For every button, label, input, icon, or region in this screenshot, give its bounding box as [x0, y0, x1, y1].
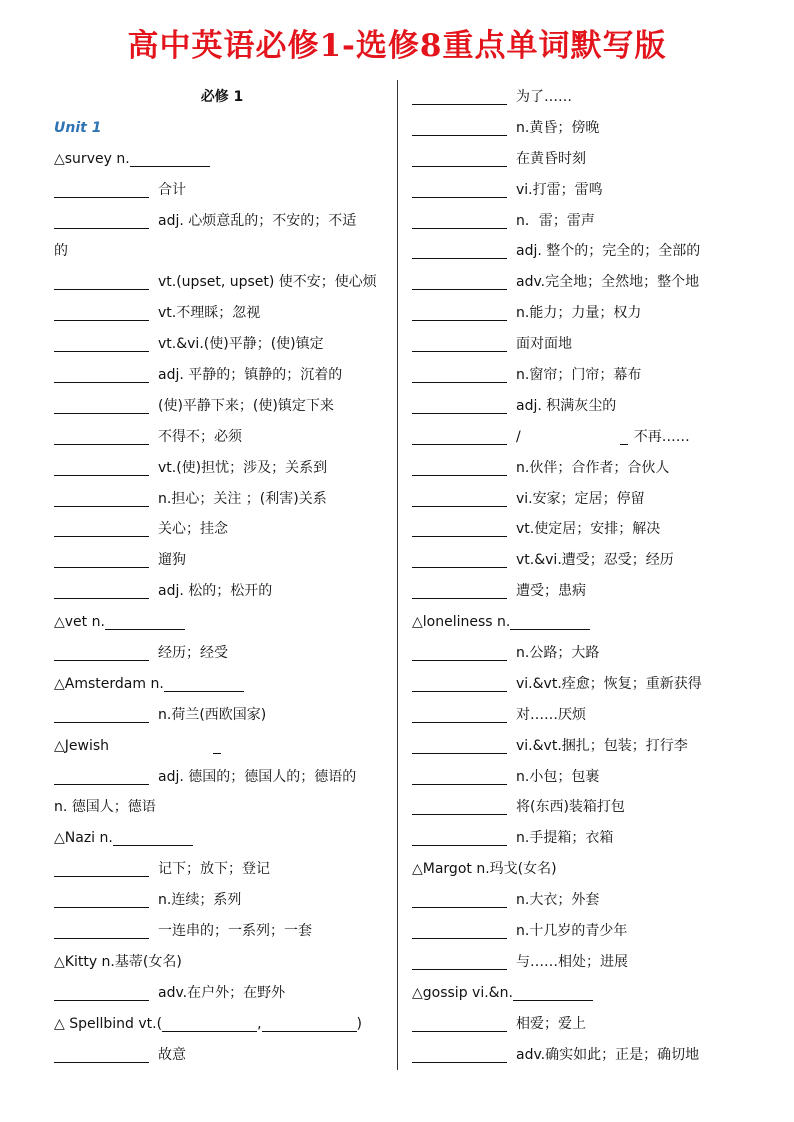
answer-blank[interactable]	[412, 798, 507, 815]
vocab-row	[412, 236, 748, 267]
vocab-row	[54, 329, 390, 360]
answer-blank[interactable]	[54, 1046, 149, 1063]
definition-text: n.能力；力量；权力	[516, 305, 642, 322]
row-text: △Kitty n.基蒂(女名)	[54, 953, 182, 970]
vocab-row	[54, 453, 390, 484]
answer-blank[interactable]	[412, 490, 507, 507]
answer-blank[interactable]	[412, 520, 507, 537]
definition-text: 相爱；爱上	[516, 1015, 586, 1032]
row-prefix: △gossip vi.&n.	[412, 984, 513, 1001]
definition-text: adv.确实如此；正是；确切地	[516, 1046, 700, 1063]
definition-text: 与……相处；进展	[516, 953, 628, 970]
definition-text: n.十几岁的青少年	[516, 923, 628, 940]
answer-blank[interactable]	[54, 428, 149, 445]
answer-blank[interactable]	[54, 582, 149, 599]
answer-blank[interactable]	[54, 181, 149, 198]
vocab-row	[412, 329, 748, 360]
vocab-row	[412, 947, 748, 978]
definition-text: adj. 平静的；镇静的；沉着的	[158, 367, 343, 384]
vocab-row	[54, 823, 390, 854]
answer-blank[interactable]	[54, 459, 149, 476]
left-vocab-list	[54, 144, 390, 1071]
answer-blank[interactable]	[54, 212, 149, 229]
definition-text: adj. 松的；松开的	[158, 583, 273, 600]
answer-blank[interactable]	[412, 150, 507, 167]
vocab-row	[412, 360, 748, 391]
answer-blank[interactable]	[54, 706, 149, 723]
vocab-row	[54, 236, 390, 267]
answer-blank[interactable]	[412, 459, 507, 476]
definition-text: n.荷兰(西欧国家)	[158, 706, 267, 723]
row-prefix: △ Spellbind vt.(	[54, 1015, 163, 1032]
row-prefix: △Jewish	[54, 737, 110, 754]
row-suffix: )	[356, 1015, 362, 1032]
vocab-row	[54, 669, 390, 700]
answer-blank[interactable]	[105, 613, 185, 630]
answer-blank[interactable]	[412, 1046, 507, 1063]
vocab-row	[412, 298, 748, 329]
vocab-row	[54, 144, 390, 175]
answer-blank[interactable]	[412, 397, 507, 414]
vocab-row	[54, 206, 390, 237]
definition-text: vi.&vt.捆扎；包装；打行李	[516, 737, 688, 754]
answer-blank[interactable]	[412, 119, 507, 136]
answer-blank[interactable]	[412, 829, 507, 846]
definition-text: n.手提箱；衣箱	[516, 830, 614, 847]
definition-text: vt.&vi.遭受；忍受；经历	[516, 552, 674, 569]
answer-blank[interactable]	[412, 366, 507, 383]
vocab-row	[54, 514, 390, 545]
vocab-row	[412, 978, 748, 1009]
vocab-row	[54, 175, 390, 206]
answer-blank[interactable]	[513, 984, 593, 1001]
answer-blank[interactable]	[213, 737, 221, 754]
definition-text: vi.打雷；雷鸣	[516, 181, 603, 198]
section-heading: 必修 1	[200, 89, 244, 105]
answer-blank[interactable]	[54, 768, 149, 785]
answer-blank[interactable]	[412, 737, 507, 754]
definition-text: 故意	[158, 1046, 186, 1063]
answer-blank[interactable]	[54, 366, 149, 383]
vocab-row	[54, 545, 390, 576]
answer-blank[interactable]	[54, 304, 149, 321]
definition-text: n.大衣；外套	[516, 892, 600, 909]
definition-text: 遛狗	[158, 552, 186, 569]
definition-text: adv.在户外；在野外	[158, 984, 286, 1001]
definition-text: 合计	[158, 181, 186, 198]
vocab-row	[54, 576, 390, 607]
vocab-row	[412, 607, 748, 638]
vocab-row	[54, 916, 390, 947]
definition-text: (使)平静下来；(使)镇定下来	[158, 397, 334, 414]
answer-blank[interactable]	[412, 582, 507, 599]
left-column	[54, 82, 390, 1071]
answer-blank[interactable]	[412, 304, 507, 321]
vocab-row	[412, 792, 748, 823]
definition-text: n．雷；雷声	[516, 212, 595, 229]
vocab-row	[412, 823, 748, 854]
vocab-row	[412, 484, 748, 515]
answer-blank[interactable]	[54, 891, 149, 908]
vocab-row	[412, 669, 748, 700]
answer-blank[interactable]	[412, 181, 507, 198]
vocab-row	[54, 978, 390, 1009]
right-column	[412, 82, 748, 1071]
definition-text: 为了……	[516, 89, 572, 105]
page-title: 高中英语必修1-选修8重点单词默写版	[127, 28, 667, 64]
answer-blank[interactable]	[113, 829, 193, 846]
vocab-row	[412, 731, 748, 762]
answer-blank[interactable]	[412, 706, 507, 723]
definition-text: adj. 心烦意乱的；不安的；不适	[158, 212, 357, 229]
answer-blank[interactable]	[412, 212, 507, 229]
vocab-row	[412, 206, 748, 237]
row-text: n. 德国人；德语	[54, 799, 156, 816]
answer-blank[interactable]	[412, 88, 507, 105]
answer-blank[interactable]	[54, 551, 149, 568]
definition-text: 对……厌烦	[516, 706, 586, 723]
definition-text: adj. 整个的；完全的；全部的	[516, 243, 701, 260]
answer-blank[interactable]	[412, 768, 507, 785]
definition-text: vt.使定居；安排；解决	[516, 521, 661, 538]
definition-text: n.担心；关注 ；(利害)关系	[158, 490, 327, 507]
definition-text: n.窗帘；门帘；幕布	[516, 367, 642, 384]
definition-text: adj. 德国的；德国人的；德语的	[158, 768, 357, 785]
definition-text: adj. 积满灰尘的	[516, 397, 617, 414]
definition-text: vi.安家；定居；停留	[516, 490, 645, 507]
definition-text: n.公路；大路	[516, 645, 600, 662]
answer-blank[interactable]	[412, 242, 507, 259]
answer-blank[interactable]	[620, 428, 628, 445]
vocab-row	[412, 514, 748, 545]
vocab-row	[412, 1040, 748, 1071]
answer-blank[interactable]	[54, 397, 149, 414]
definition-text: 一连串的；一系列；一套	[158, 923, 312, 940]
row-prefix: △Nazi n.	[54, 830, 113, 847]
vocab-row	[54, 885, 390, 916]
vocab-row	[54, 762, 390, 793]
definition-text: 记下；放下；登记	[158, 861, 270, 878]
vocab-row	[54, 267, 390, 298]
vocab-row	[54, 607, 390, 638]
definition-text: vt.不理睬；忽视	[158, 305, 261, 322]
definition-text: n.伙伴；合作者；合伙人	[516, 459, 670, 476]
answer-blank[interactable]	[412, 675, 507, 692]
vocab-row	[54, 391, 390, 422]
definition-text: vt.&vi.(使)平静；(使)镇定	[158, 336, 324, 353]
definition-text: vt.(使)担忧；涉及；关系到	[158, 459, 328, 476]
vocab-row	[412, 576, 748, 607]
row-prefix: △Amsterdam n.	[54, 675, 164, 692]
slash-separator: /	[516, 428, 521, 445]
answer-blank[interactable]	[54, 860, 149, 877]
vocab-row	[412, 885, 748, 916]
answer-blank[interactable]	[412, 922, 507, 939]
answer-blank[interactable]	[54, 520, 149, 537]
vocab-row	[54, 484, 390, 515]
answer-blank[interactable]	[164, 675, 244, 692]
vocab-row	[412, 82, 748, 113]
vocab-row	[412, 700, 748, 731]
answer-blank[interactable]	[412, 1015, 507, 1032]
definition-text: 不得不；必须	[158, 428, 242, 445]
vocab-row	[54, 298, 390, 329]
row-prefix: △loneliness n.	[412, 614, 511, 631]
answer-blank[interactable]	[510, 613, 590, 630]
answer-blank[interactable]	[162, 1015, 257, 1032]
vocab-row	[54, 638, 390, 669]
definition-text: vt.(upset, upset) 使不安；使心烦	[158, 274, 377, 291]
vocab-row	[54, 360, 390, 391]
answer-blank[interactable]	[262, 1015, 357, 1032]
answer-blank[interactable]	[412, 335, 507, 352]
vocab-row	[412, 1009, 748, 1040]
definition-text: 在黄昏时刻	[516, 150, 586, 167]
answer-blank[interactable]	[54, 490, 149, 507]
vocab-row	[412, 267, 748, 298]
unit-heading: Unit 1	[54, 119, 102, 136]
row-separator: ,	[257, 1015, 262, 1032]
definition-text: vi.&vt.痊愈；恢复；重新获得	[516, 675, 702, 692]
vocab-row	[412, 422, 748, 453]
definition-text: 将(东西)装箱打包	[516, 799, 625, 816]
answer-blank[interactable]	[412, 644, 507, 661]
vocab-row	[412, 916, 748, 947]
right-vocab-list	[412, 82, 748, 1071]
definition-text: n.黄昏；傍晚	[516, 119, 600, 136]
vocab-row	[54, 947, 390, 978]
vocab-row	[412, 762, 748, 793]
vocab-row	[412, 144, 748, 175]
row-text: △Margot n.玛戈(女名)	[412, 861, 557, 878]
answer-blank[interactable]	[412, 953, 507, 970]
vocab-row	[412, 175, 748, 206]
vocab-row	[54, 731, 390, 762]
column-divider	[397, 80, 398, 1070]
vocab-row	[54, 700, 390, 731]
vocab-row	[54, 792, 390, 823]
vocab-row	[54, 854, 390, 885]
definition-text: 经历；经受	[158, 645, 228, 662]
definition-text: 关心；挂念	[158, 521, 228, 538]
vocab-row	[412, 854, 748, 885]
answer-blank[interactable]	[54, 273, 149, 290]
definition-text: 不再……	[633, 428, 690, 445]
vocab-row	[54, 1009, 390, 1040]
answer-blank[interactable]	[412, 273, 507, 290]
vocab-row	[412, 113, 748, 144]
vocab-row	[54, 1040, 390, 1071]
answer-blank[interactable]	[130, 150, 210, 167]
answer-blank[interactable]	[54, 644, 149, 661]
answer-blank[interactable]	[54, 984, 149, 1001]
definition-text: adv.完全地；全然地；整个地	[516, 274, 700, 291]
answer-blank[interactable]	[54, 922, 149, 939]
vocab-row	[412, 453, 748, 484]
answer-blank[interactable]	[412, 551, 507, 568]
answer-blank[interactable]	[412, 428, 507, 445]
definition-text: n.连续；系列	[158, 892, 242, 909]
vocab-row	[412, 391, 748, 422]
definition-text: 遭受；患病	[516, 583, 586, 600]
definition-text: n.小包；包裹	[516, 768, 600, 785]
vocab-row	[412, 638, 748, 669]
answer-blank[interactable]	[412, 891, 507, 908]
row-prefix: △survey n.	[54, 150, 130, 167]
vocab-row	[412, 545, 748, 576]
row-prefix: △vet n.	[54, 614, 105, 631]
definition-text: 面对面地	[516, 336, 572, 353]
row-text: 的	[54, 243, 68, 260]
answer-blank[interactable]	[54, 335, 149, 352]
vocab-row	[54, 422, 390, 453]
